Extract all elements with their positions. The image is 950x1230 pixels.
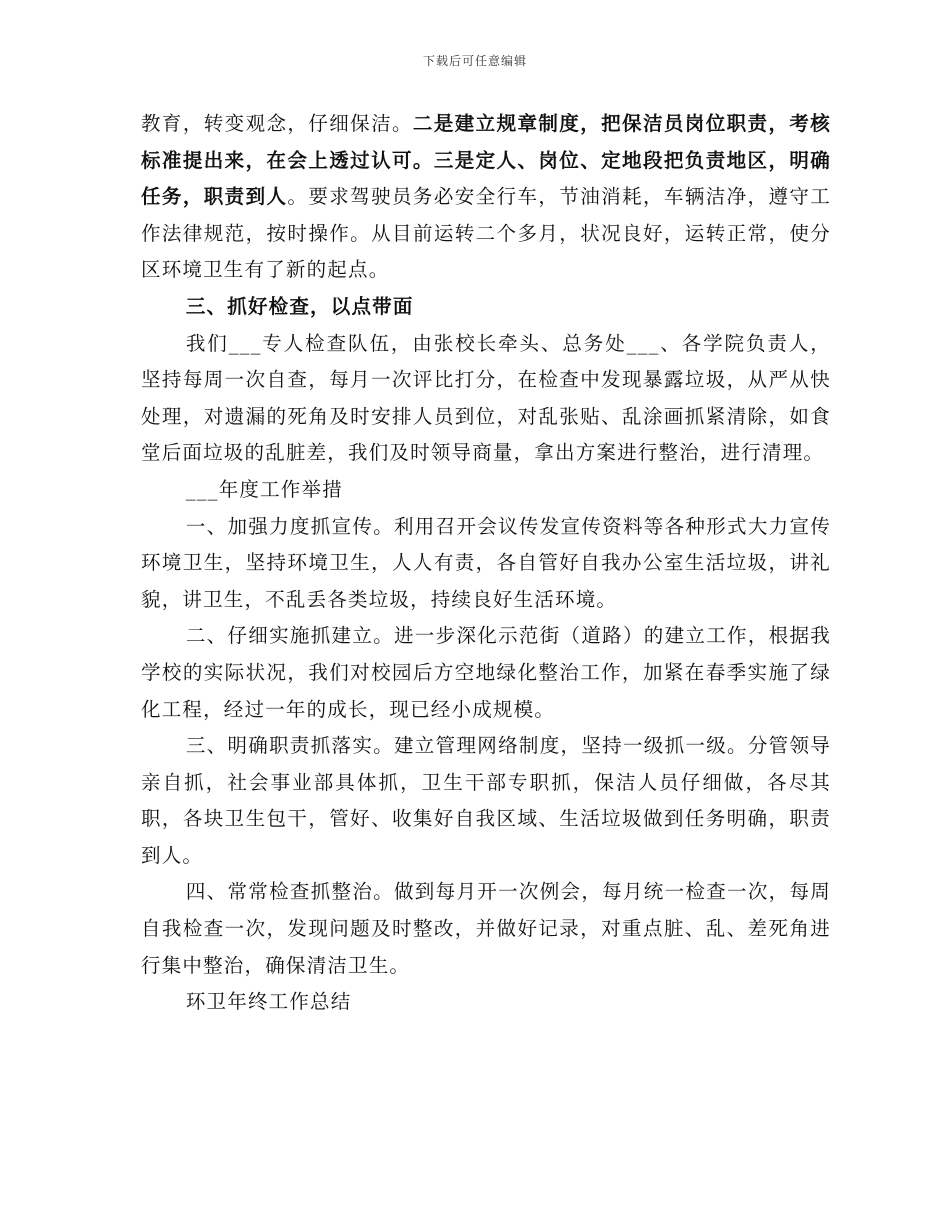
paragraph-3: 我们___专人检查队伍，由张校长牵头、总务处___、各学院负责人，坚持每周一次自查，每月一次评比打分，在检查中发现暴露垃圾，从严从快处理，对遗漏的死角及时安排人员到位，对乱张贴、乱涂画抓紧清除，如食堂后面垃圾的乱脏差，我们及时领导商量，拿出方案进行整治，进行清理。	[141, 331, 831, 465]
paragraph-measure-2: 二、仔细实施抓建立。进一步深化示范街（道路）的建立工作，根据我学校的实际状况，我们对校园后方空地绿化整治工作，加紧在春季实施了绿化工程，经过一年的成长，现已经小成规模。	[141, 624, 831, 721]
paragraph-1-bold-text: 二是建立规章制度，把保洁员岗位职责，考核标准提出来，在会上透过认可。三是定人、岗位、定地段把负责地区，明确任务，职责到人	[141, 112, 831, 209]
paragraph-1-text-a: 教育，转变观念，仔细保洁。	[141, 112, 413, 135]
paragraph-measure-1: 一、加强力度抓宣传。利用召开会议传发宣传资料等各种形式大力宣传环境卫生，坚持环境卫生，人人有责，各自管好自我办公室生活垃圾，讲礼貌，讲卫生，不乱丢各类垃圾，持续良好生活环境。	[141, 514, 831, 611]
closing-title: 环卫年终工作总结	[185, 990, 352, 1014]
section-heading-3: 三、抓好检查，以点带面	[185, 294, 414, 318]
paragraph-measure-3: 三、明确职责抓落实。建立管理网络制度，坚持一级抓一级。分管领导亲自抓，社会事业部具体抓，卫生干部专职抓，保洁人员仔细做，各尽其职，各块卫生包干，管好、收集好自我区域、生活垃圾做到任务明确，职责到人。	[141, 734, 831, 867]
paragraph-1-text-b: 。要求驾驶员务必安全行车，节油消耗，车辆洁净，遵守工作法律规范，按时操作。从目前运转二个多月，状况良好，运转正常，使分区环境卫生有了新的起点。	[141, 185, 832, 282]
document-body	[141, 106, 831, 1021]
paragraph-1	[141, 106, 831, 289]
paragraph-measure-4: 四、常常检查抓整治。做到每月开一次例会，每月统一检查一次，每周自我检查一次，发现问题及时整改，并做好记录，对重点脏、乱、差死角进行集中整治，确保清洁卫生。	[141, 880, 831, 977]
page-header: 下载后可任意编辑	[422, 54, 527, 68]
subheading-annual-measures: ___年度工作举措	[185, 477, 343, 501]
